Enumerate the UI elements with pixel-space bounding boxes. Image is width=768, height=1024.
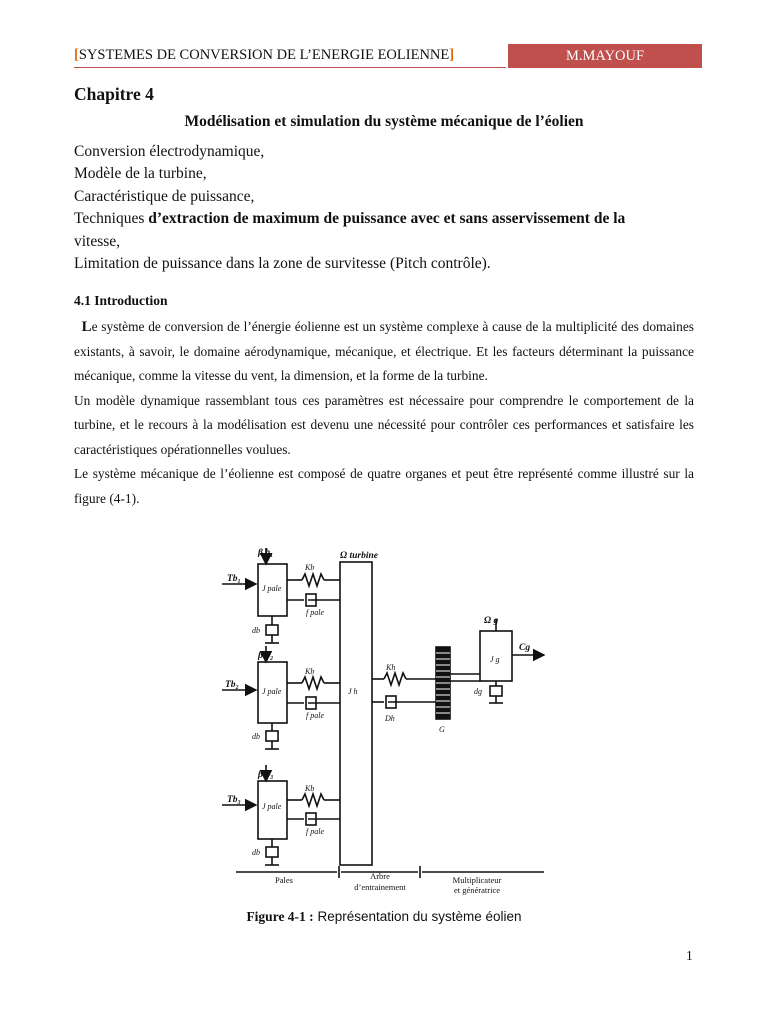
label-kb-1: Kb (305, 563, 315, 572)
label-fpale-3: f pale (306, 827, 324, 836)
label-dg: dg (474, 687, 482, 696)
label-jpale-1: J pale (262, 584, 282, 593)
label-fpale-2: f pale (306, 711, 324, 720)
paragraph: Un modèle dynamique rassemblant tous ces paramètres est nécessaire pour comprendre le comportement de la turbine, et le recours à la modélisation est devenu une nécessité pour contrôler ces performances et satisfaire les caractéristiques opérationnelles voulues. (74, 392, 694, 457)
body-text (74, 315, 694, 511)
label-beta3: β b₃ (258, 770, 274, 780)
label-db-1: db (252, 626, 260, 635)
label-tb2: Tb₂ (225, 680, 239, 690)
topic-list (74, 141, 696, 275)
label-g: G (439, 725, 445, 734)
kb-spring-2 (302, 677, 324, 689)
chapter-title: Chapitre 4 (74, 84, 154, 104)
figure-caption: Figure 4-1 : Représentation du système éolien (246, 909, 522, 924)
label-cg: Cg (519, 643, 531, 653)
figure-diagram (222, 543, 562, 895)
label-jpale-2: J pale (262, 687, 282, 696)
label-generatrice: et génératrice (453, 885, 501, 895)
topic-item: Techniques d’extraction de maximum de puissance avec et sans asservissement de la (74, 210, 626, 228)
label-omega-g: Ω g (484, 616, 499, 626)
label-entrainement: d’entrainement (354, 882, 406, 892)
label-multiplicateur: Multiplicateur (452, 875, 502, 885)
label-beta1: β b₁ (258, 548, 274, 558)
paragraph: Le système de conversion de l’énergie éolienne est un système complexe à cause de la multiplicité des domaines existants, à savoir, le domaine aérodynamique, mécanique, et électrique. Et les facteurs déterminant la puissance mécanique, comme la vitesse du vent, la dimension, et la forme de la turbine. (74, 319, 694, 383)
topic-item: Caractéristique de puissance, (74, 187, 255, 205)
dg-damper (490, 686, 502, 696)
label-tb1: Tb₁ (227, 574, 241, 584)
db-damper-1 (266, 625, 278, 635)
topic-item: Conversion électrodynamique, (74, 143, 265, 160)
label-jpale-3: J pale (262, 802, 282, 811)
label-arbre: Arbre (370, 871, 390, 881)
kb-spring-3 (302, 794, 324, 806)
header-author: M.MAYOUF (508, 44, 702, 68)
label-jg: J g (490, 655, 500, 664)
topic-item: Modèle de la turbine, (74, 165, 207, 183)
header-title: [SYSTEMES DE CONVERSION DE L’ENERGIE EOLIENNE] (74, 44, 506, 68)
label-kh: Kh (386, 663, 396, 672)
paragraph: Le système mécanique de l’éolienne est composé de quatre organes et peut être représenté comme illustré sur la figure (4-1). (74, 466, 694, 506)
chapter-subtitle: Modélisation et simulation du système mécanique de l’éolien (184, 113, 584, 130)
wind-system-diagram (222, 543, 562, 895)
db-damper-3 (266, 847, 278, 857)
label-kb-3: Kb (305, 784, 315, 793)
label-omega-turbine: Ω turbine (340, 551, 378, 561)
label-pales: Pales (275, 875, 293, 885)
label-beta2: β b₂ (258, 651, 274, 661)
label-jh: J h (348, 687, 358, 696)
drive-shaft (340, 562, 372, 865)
label-tb3: Tb₃ (227, 795, 241, 805)
kb-spring-1 (302, 574, 324, 586)
db-damper-2 (266, 731, 278, 741)
label-dh: Dh (385, 714, 395, 723)
topic-item: Limitation de puissance dans la zone de survitesse (Pitch contrôle). (74, 255, 491, 273)
kh-spring (384, 673, 406, 685)
page-number: 1 (686, 948, 693, 963)
page-header (74, 44, 702, 68)
label-db-3: db (252, 848, 260, 857)
topic-item-continuation: vitesse, (74, 232, 121, 250)
section-heading: 4.1 Introduction (74, 293, 168, 308)
label-fpale-1: f pale (306, 608, 324, 617)
label-db-2: db (252, 732, 260, 741)
label-kb-2: Kb (305, 667, 315, 676)
